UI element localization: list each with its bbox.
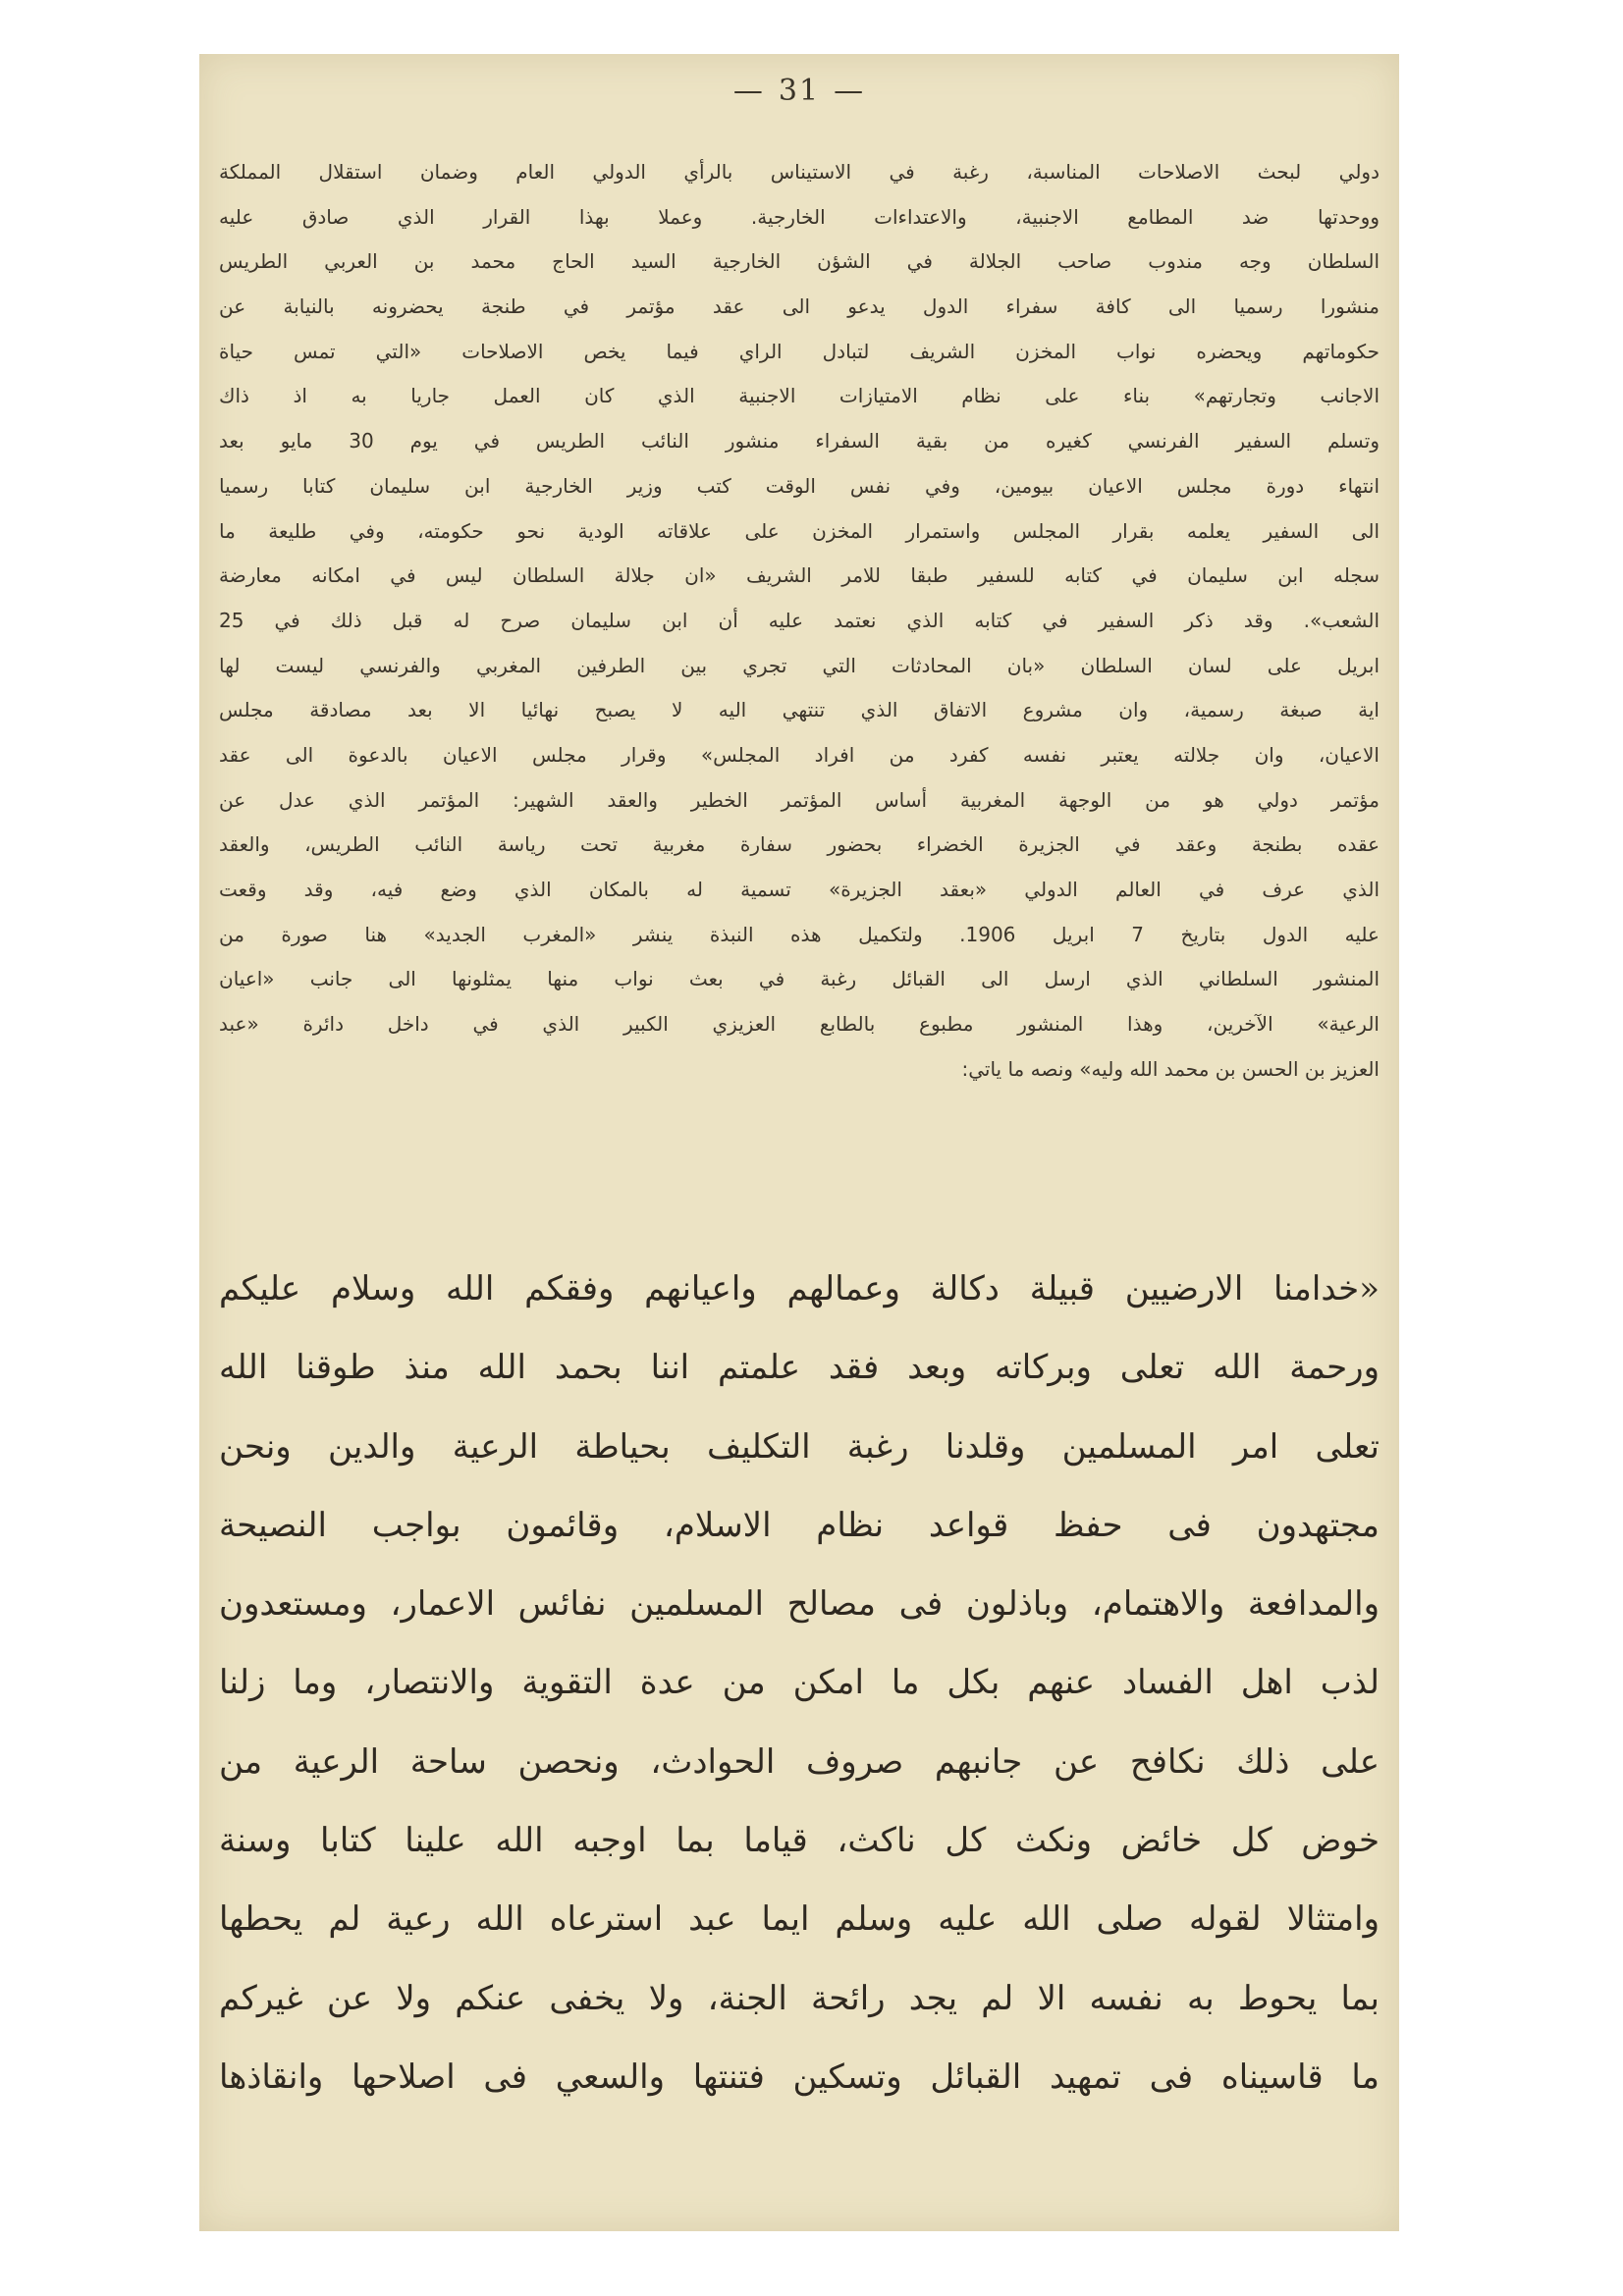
text-line: سجله ابن سليمان في كتابه للسفير طبقا للامر الشريف «ان جلالة السلطان ليس في امكانه معارضة [219, 563, 1380, 588]
text-line: انتهاء دورة مجلس الاعيان بيومين، وفي نفس الوقت كتب وزير الخارجية ابن سليمان كتابا رسميا [219, 473, 1380, 498]
text-line: العزيز بن الحسن بن محمد الله وليه» ونصه ما ياتي: [961, 1056, 1380, 1081]
text-line: اية صبغة رسمية، وان مشروع الاتفاق الذي تنتهي اليه لا يصبح نهائيا الا بعد مصادقة مجلس [219, 698, 1380, 722]
page-number [199, 74, 1399, 108]
text-line: ابريل على لسان السلطان «بان المحادثات التي تجري بين الطرفين المغربي والفرنسي ليست لها [219, 653, 1380, 677]
text-line: دولي لبحث الاصلاحات المناسبة، رغبة في الاستيناس بالرأي الدولي العام وضمان استقلال المملكة [219, 160, 1380, 184]
decree-line: «خدامنا الارضيين قبيلة دكالة وعمالهم واعيانهم وفقكم الله وسلام عليكم [219, 1269, 1380, 1308]
text-line: المنشور السلطاني الذي ارسل الى القبائل رغبة في بعث نواب منها يمثلونها الى جانب «اعيان [219, 967, 1380, 991]
decree-line: على ذلك نكافح عن جانبهم صروف الحوادث، ونحصن ساحة الرعية من [219, 1741, 1380, 1782]
text-line: الرعية» الآخرين، وهذا المنشور مطبوع بالطابع العزيزي الكبير الذي في داخل دائرة «عبد [219, 1012, 1380, 1037]
quoted-decree-text [219, 1250, 1380, 2116]
text-line: مؤتمر دولي هو من الوجهة المغربية أساس المؤتمر الخطير والعقد الشهير: المؤتمر الذي عدل عن [219, 787, 1380, 812]
decree-line: ما قاسيناه فى تمهيد القبائل وتسكين فتنتها والسعي فى اصلاحها وانقاذها [219, 2056, 1380, 2097]
text-line: وتسلم السفير الفرنسي كغيره من بقية السفراء منشور النائب الطريس في يوم 30 مايو بعد [219, 429, 1380, 454]
page-number-dash-left: — [732, 74, 765, 108]
text-line: الاعيان، وان جلالته يعتبر نفسه كفرد من افراد المجلس» وقرار مجلس الاعيان بالدعوة الى عقد [219, 742, 1380, 767]
page-number-value: 31 [778, 74, 821, 108]
text-line: السلطان وجه مندوب صاحب الجلالة في الشؤن الخارجية السيد الحاج محمد بن العربي الطريس [219, 249, 1380, 274]
decree-line: تعلى امر المسلمين وقلدنا رغبة التكليف بحياطة الرعية والدين ونحن [219, 1426, 1380, 1467]
decree-line: مجتهدون فى حفظ قواعد نظام الاسلام، وقائمون بواجب النصيحة [219, 1505, 1380, 1545]
decree-line: وامتثالا لقوله صلى الله عليه وسلم ايما عبد استرعاه الله رعية لم يحطها [219, 1899, 1380, 1940]
decree-line: ورحمة الله تعلى وبركاته وبعد فقد علمتم اننا بحمد الله منذ طوقنا الله [219, 1348, 1380, 1388]
decree-line: والمدافعة والاهتمام، وباذلون فى مصالح المسلمين نفائس الاعمار، ومستعدون [219, 1584, 1380, 1625]
text-line: الاجانب وتجارتهم» بناء على نظام الامتيازات الاجنبية الذي كان العمل جاريا به اذ ذاك [219, 384, 1380, 408]
text-line: الذي عرف في العالم الدولي «بعقد الجزيرة» تسمية له بالمكان الذي وضع فيه، وقد وقعت [219, 878, 1380, 901]
decree-line: خوض كل خائض ونكث كل ناكث، قياما بما اوجبه الله علينا كتابا وسنة [219, 1821, 1380, 1861]
text-line: حكوماتهم ويحضره نواب المخزن الشريف لتبادل الراي فيما يخص الاصلاحات «التي تمس حياة [219, 339, 1380, 363]
text-line: عليه الدول بتاريخ 7 ابريل 1906. ولتكميل هذه النبذة ينشر «المغرب الجديد» هنا صورة من [219, 922, 1380, 946]
text-line: عقده بطنجة وعقد في الجزيرة الخضراء بحضور سفارة مغربية تحت رياسة النائب الطريس، والعقد [219, 832, 1380, 857]
text-line: ووحدتها ضد المطامع الاجنبية، والاعتداءات الخارجية. وعملا بهذا القرار الذي صادق عليه [219, 204, 1380, 229]
decree-line: لذب اهل الفساد عنهم بكل ما امكن من عدة التقوية والانتصار، وما زلنا [219, 1663, 1380, 1703]
small-print-paragraph [219, 150, 1380, 1092]
text-line: الى السفير يعلمه بقرار المجلس واستمرار المخزن على علاقاته الودية نحو حكومته، وفي طليعة ما [219, 518, 1380, 543]
decree-line: بما يحوط به نفسه الا لم يجد رائحة الجنة، ولا يخفى عنكم ولا عن غيركم [219, 1978, 1380, 2018]
text-line: الشعب». وقد ذكر السفير في كتابه الذي نعتمد عليه أن ابن سليمان صرح له قبل ذلك في 25 [219, 608, 1380, 632]
page-number-dash-right: — [834, 74, 866, 108]
scanned-page [199, 54, 1399, 2231]
text-line: منشورا رسميا الى كافة سفراء الدول يدعو الى عقد مؤتمر في طنجة يحضرونه بالنيابة عن [219, 294, 1380, 319]
